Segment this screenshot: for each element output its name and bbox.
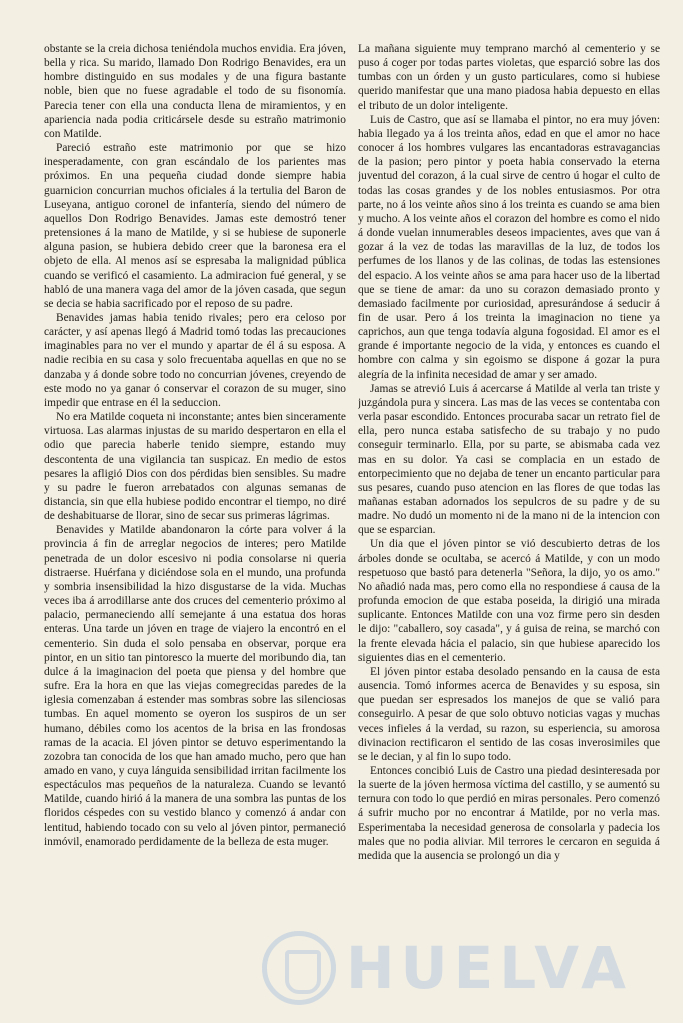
watermark-text: HUELVA bbox=[346, 933, 633, 1002]
paragraph: Entonces concibió Luis de Castro una piedad desinteresada por la suerte de la jóven hermosa víctima del castillo, y se aumentó su ternura con todo lo que perdió en miras personales. Pero comenzó á sufrir mucho por no encontrar á Matilde, por no verla mas. Esperimentaba la necesidad generosa de consolarla y padecia los males que no podia aliviar. Mil terrores le cercaron en seguida á medida que la ausencia se prolongó un dia y bbox=[358, 764, 660, 862]
paragraph: Luis de Castro, que así se llamaba el pintor, no era muy jóven: habia llegado ya á los treinta años, edad en que el amor no hace conocer á los hombres vulgares las encantadoras estravagancias de la pasion; pero pintor y poeta habia conservado la eterna juventud del corazon, á la cual sirve de centro ú hogar el culto de todas las cosas grandes y de los nobles entusiasmos. Por otra parte, no á los veinte años sino á los treinta es cuando se ama bien y mucho. A los veinte años el corazon del hombre es como el nido á donde vuelan innumerables deseos impacientes, aves que van á gozar á la vez de todas las maravillas de la luz, de todos los perfumes de los llanos y de las colinas, de todas las estensiones del espacio. A los veinte años se ama para hacer uso de la libertad que se tiene de amar: da uno su corazon demasiado pronto y demasiado facilmente por curiosidad, apresurándose á seducir á fin de usar. Pero á los treinta la imaginacion no tiene ya caprichos, aun que tenga todavía alguna fogosidad. El amor es el grande é importante negocio de la vida, y entonces es cuando el hombre con calma y sin egoismo se dispone á gozar la pura alegría de la infinita necesidad de amar y ser amado. bbox=[358, 113, 660, 381]
paragraph: Jamas se atrevió Luis á acercarse á Matilde al verla tan triste y juzgándola pura y sincera. Las mas de las veces se contentaba con verla pasar escondido. Entonces procuraba sacar un retrato fiel de ella, pero nunca estaba satisfecho de su trabajo y no pudo conseguir terminarlo. Ella, por su parte, se abismaba cada vez mas en su dolor. Ya casi se complacia en un estado de entorpecimiento que no dejaba de tener un encanto particular para sus pesares, cuando puso atencion en las flores de que todas las mañanas estaban adornados los sepulcros de su padre y de su madre. No dudó un momento ni de la mano ni de la intencion con que se esparcian. bbox=[358, 382, 660, 537]
right-column bbox=[358, 42, 660, 972]
paragraph: Benavides jamas habia tenido rivales; pero era celoso por carácter, y así apenas llegó á Madrid tomó todas las precauciones imaginables para no ver el mundo y apartar de él á su esposa. A nadie recibia en su casa y solo frecuentaba aquellas en que no se danzaba y á donde sobre todo no concurrian jóvenes, creyendo de este modo no ya ganar ó conservar el corazon de su muger, sino impedir que entrase en él la seduccion. bbox=[44, 311, 346, 409]
paragraph: No era Matilde coqueta ni inconstante; antes bien sinceramente virtuosa. Las alarmas injustas de su marido despertaron en ella el odio que parecia haberle tenido siempre, estando muy descontenta de una vigilancia tan suspicaz. En medio de estos pesares la afligió Dios con dos pérdidas bien sensibles. Su madre y su padre le fueron arrebatados con algunas semanas de distancia, sin que ella hubiese podido encontrar el tiempo, no diré de deshabituarse de llorar, sino de secar sus primeras lágrimas. bbox=[44, 411, 346, 523]
paragraph: Benavides y Matilde abandonaron la córte para volver á la provincia á fin de arreglar negocios de interes; pero Matilde penetrada de un dolor escesivo ni podia consolarse ni queria distraerse. Huérfana y diciéndose sola en el mundo, una profunda y sombria insensibilidad la hizo disgustarse de la vida. Muchas veces iba á arrodillarse ante dos cruces del cementerio próximo al palacio, permaneciendo allí semejante á una estatua dos horas enteras. Una tarde un jóven en trage de viajero la encontró en el cementerio. Sin duda el solo pensaba en observar, porque era pintor, en un sitio tan pintoresco la muerte del moribundo dia, tan dulce á la imaginacion del poeta que piensa y del hombre que sufre. Era la hora en que las viejas comegrecidas paredes de la iglesia comenzaban á estender mas sombras sobre las silenciosas tumbas. En aquel momento se oyeron los suspiros de un ser humano, débiles como los acentos de la brisa en las frondosas ramas de la acacia. El jóven pintor se detuvo esperimentando la zozobra tan conocida de los que han amado mucho, pero que han amado en vano, y cuya lánguida sensibilidad irritan facilmente los espectáculos mas pequeños de la naturaleza. Cuando se levantó Matilde, cuando hirió á la manera de una sombra las puntas de los floridos céspedes con su vestido blanco y comenzó á andar con lentitud, habiendo tocado con su velo al jóven pintor, permaneció inmóvil, enamorado perdidamente de la belleza de esta muger. bbox=[44, 524, 346, 848]
paragraph: La mañana siguiente muy temprano marchó al cementerio y se puso á coger por todas partes violetas, que esparció sobre las dos tumbas con un órden y un gusto particulares, como si hubiese querido manifestar que una mano piadosa habia depuesto en ellas el tributo de un dolor inteligente. bbox=[358, 43, 660, 112]
paragraph: obstante se la creia dichosa teniéndola muchos envidia. Era jóven, bella y rica. Su marido, llamado Don Rodrigo Benavides, era un hombre distinguido en sus modales y de una figura bastante noble, bien que no fuese agradable el todo de su fisonomía. Parecia tener con ella una conducta llena de miramientos, y en apariencia nada podia criticársele desde su estraño matrimonio con Matilde. bbox=[44, 43, 346, 140]
paragraph: El jóven pintor estaba desolado pensando en la causa de esta ausencia. Tomó informes acerca de Benavides y su esposa, sin que puedan ser espresados los manejos de que se valió para conseguirlo. A pesar de que solo obtuvo noticias vagas y muchas veces infieles á la verdad, su razon, su esperiencia, su amorosa divinacion rectificaron el sentido de las cosas inverosimiles que se le decian, y al fin lo supo todo. bbox=[358, 665, 660, 763]
paragraph: Un dia que el jóven pintor se vió descubierto detras de los árboles donde se ocultaba, se acercó á Matilde, y con un modo respetuoso que bastó para detenerla "Señora, la dijo, yo os amo." No añadió nada mas, pero como ella no respondiese á causa de la profunda emocion de que estaba poseida, la dirigió una mirada suplicante. Entonces Matilde con una voz firme pero sin desden le dijo: "caballero, soy casada", y á guisa de reina, se marchó con la frente elevada hácia el palacio, sin que hubiese aparecido los siguientes dias en el cementerio. bbox=[358, 538, 660, 664]
text-columns bbox=[44, 42, 661, 972]
left-column bbox=[44, 42, 346, 972]
paragraph: Pareció estraño este matrimonio por que se hizo inesperadamente, con gran escándalo de los parientes mas próximos. En una pequeña ciudad donde siempre habia guarnicion concurrian muchos oficiales á la tertulia del Baron de Luseyana, antiguo coronel de infantería, siendo del número de aquellos Don Rodrigo Benavides. Jamas este demostró tener pretensiones á la mano de Matilde, y si se hubiese de suponerle alguna pasion, se hubiera debido creer que la baronesa era el objeto de ella. Al menos así se espresaba la malignidad pública cuando se verificó el casamiento. La admiracion fué general, y se habló de una manera vaga del amor de la jóven casada, que segun se decia se habia sacrificado por el reposo de su padre. bbox=[44, 142, 346, 310]
